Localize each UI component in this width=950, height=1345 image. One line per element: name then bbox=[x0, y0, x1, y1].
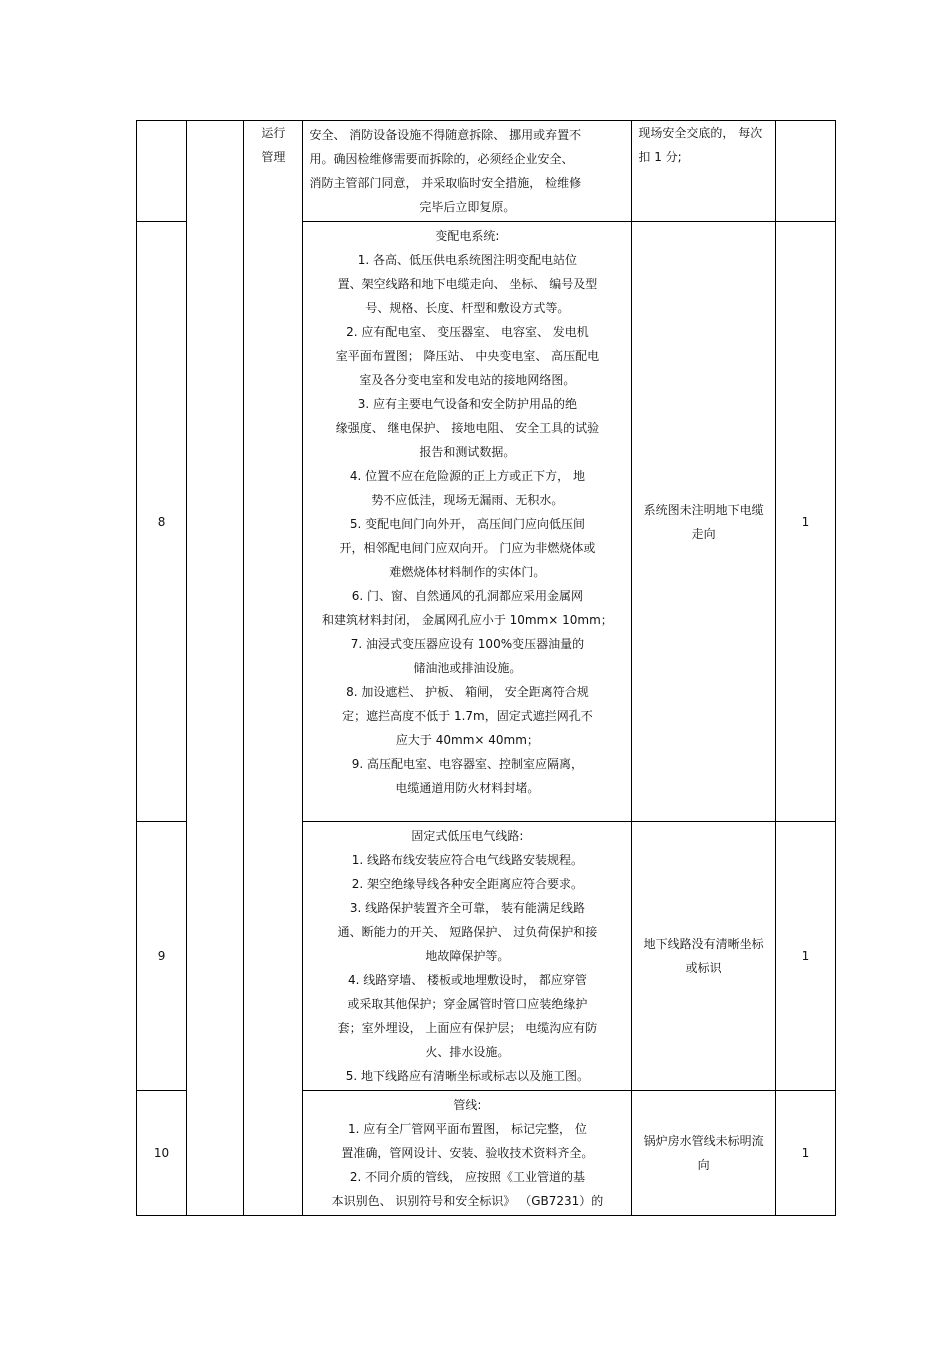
issue-cell: 锅炉房水管线未标明流向 bbox=[632, 1091, 775, 1216]
requirement-line: 3. 线路保护装置齐全可靠， 装有能满足线路 bbox=[349, 901, 585, 915]
requirement-title: 变配电系统: bbox=[435, 229, 500, 243]
requirement-line: 地故障保护等。 bbox=[425, 949, 510, 963]
requirement-line: 消防主管部门同意， 并采取临时安全措施， 检维修 bbox=[309, 176, 582, 190]
requirement-line: 2. 架空绝缘导线各种安全距离应符合要求。 bbox=[351, 877, 584, 891]
table-row bbox=[137, 121, 836, 222]
issue-cell: 系统图未注明地下电缆走向 bbox=[632, 222, 775, 822]
requirement-line: 1. 应有全厂管网平面布置图， 标记完整， 位 bbox=[347, 1122, 587, 1136]
requirement-line: 本识别色、 识别符号和安全标识》 （GB7231）的 bbox=[331, 1194, 604, 1208]
requirement-title: 固定式低压电气线路: bbox=[411, 829, 524, 843]
requirement-line: 6. 门、窗、自然通风的孔洞都应采用金属网 bbox=[351, 589, 584, 603]
score-cell: 1 bbox=[775, 1091, 835, 1216]
requirement-line: 1. 各高、低压供电系统图注明变配电站位 bbox=[357, 253, 578, 267]
inspection-table bbox=[136, 120, 836, 1216]
requirement-line: 用。确因检维修需要而拆除的，必须经企业安全、 bbox=[309, 152, 574, 166]
score-cell: 1 bbox=[775, 822, 835, 1091]
requirement-line: 应大于 40mm× 40mm； bbox=[395, 733, 539, 747]
requirement-title: 管线: bbox=[453, 1098, 482, 1112]
row-number-cell bbox=[137, 121, 187, 222]
requirement-line: 通、断能力的开关、 短路保护、 过负荷保护和接 bbox=[337, 925, 598, 939]
row-number-cell: 10 bbox=[137, 1091, 187, 1216]
requirement-line: 定；遮拦高度不低于 1.7m，固定式遮拦网孔不 bbox=[342, 709, 593, 723]
requirement-line: 2. 应有配电室、 变压器室、 电容室、 发电机 bbox=[346, 325, 589, 339]
requirement-line: 置、架空线路和地下电缆走向、 坐标、 编号及型 bbox=[337, 277, 598, 291]
requirement-cell bbox=[303, 121, 632, 222]
requirement-line: 安全、 消防设备设施不得随意拆除、 挪用或弃置不 bbox=[309, 128, 582, 142]
requirement-line: 7. 油浸式变压器应设有 100%变压器油量的 bbox=[350, 637, 585, 651]
score-cell: 1 bbox=[775, 222, 835, 822]
requirement-line: 开，相邻配电间门应双向开。 门应为非燃烧体或 bbox=[339, 541, 596, 555]
empty-category-cell bbox=[187, 121, 244, 1216]
requirement-line: 和建筑材料封闭， 金属网孔应小于 10mm× 10mm； bbox=[322, 613, 613, 627]
category-cell bbox=[244, 121, 303, 1216]
requirement-line: 火、排水设施。 bbox=[425, 1045, 510, 1059]
requirement-line: 3. 应有主要电气设备和安全防护用品的绝 bbox=[357, 397, 578, 411]
row-number-cell: 9 bbox=[137, 822, 187, 1091]
requirement-line: 报告和测试数据。 bbox=[419, 445, 516, 459]
issue-cell: 地下线路没有清晰坐标或标识 bbox=[632, 822, 775, 1091]
requirement-cell bbox=[303, 822, 632, 1091]
requirement-line: 套；室外埋设， 上面应有保护层； 电缆沟应有防 bbox=[337, 1021, 598, 1035]
requirement-line: 置准确，管网设计、安装、验收技术资料齐全。 bbox=[341, 1146, 594, 1160]
requirement-line: 号、规格、长度、杆型和敷设方式等。 bbox=[365, 301, 570, 315]
requirement-line: 5. 地下线路应有清晰坐标或标志以及施工图。 bbox=[345, 1069, 590, 1083]
category-line: 管理 bbox=[261, 150, 286, 164]
requirement-cell bbox=[303, 222, 632, 822]
requirement-line: 缘强度、 继电保护、 接地电阻、 安全工具的试验 bbox=[335, 421, 600, 435]
requirement-line: 电缆通道用防火材料封堵。 bbox=[395, 781, 540, 795]
category-line: 运行 bbox=[261, 126, 286, 140]
requirement-line: 难燃烧体材料制作的实体门。 bbox=[389, 565, 546, 579]
requirement-line: 4. 位置不应在危险源的正上方或正下方， 地 bbox=[349, 469, 585, 483]
requirement-line: 室平面布置图； 降压站、 中央变电室、 高压配电 bbox=[335, 349, 600, 363]
requirement-line: 5. 变配电间门向外开， 高压间门应向低压间 bbox=[349, 517, 585, 531]
requirement-line: 完毕后立即复原。 bbox=[419, 200, 516, 214]
score-cell bbox=[775, 121, 835, 222]
requirement-line: 4. 线路穿墙、 楼板或地埋敷设时， 都应穿管 bbox=[347, 973, 587, 987]
requirement-line: 储油池或排油设施。 bbox=[413, 661, 522, 675]
requirement-line: 1. 线路布线安装应符合电气线路安装规程。 bbox=[351, 853, 584, 867]
requirement-line: 室及各分变电室和发电站的接地网络图。 bbox=[359, 373, 576, 387]
row-number-cell: 8 bbox=[137, 222, 187, 822]
issue-cell: 现场安全交底的， 每次扣 1 分; bbox=[632, 121, 775, 222]
requirement-line: 势不应低洼，现场无漏雨、无积水。 bbox=[371, 493, 564, 507]
requirement-cell bbox=[303, 1091, 632, 1216]
requirement-line: 8. 加设遮栏、 护板、 箱闸， 安全距离符合规 bbox=[346, 685, 589, 699]
requirement-line: 2. 不同介质的管线， 应按照《工业管道的基 bbox=[349, 1170, 585, 1184]
requirement-line: 9. 高压配电室、电容器室、控制室应隔离， bbox=[351, 757, 584, 771]
requirement-line: 或采取其他保护；穿金属管时管口应装绝缘护 bbox=[347, 997, 588, 1011]
